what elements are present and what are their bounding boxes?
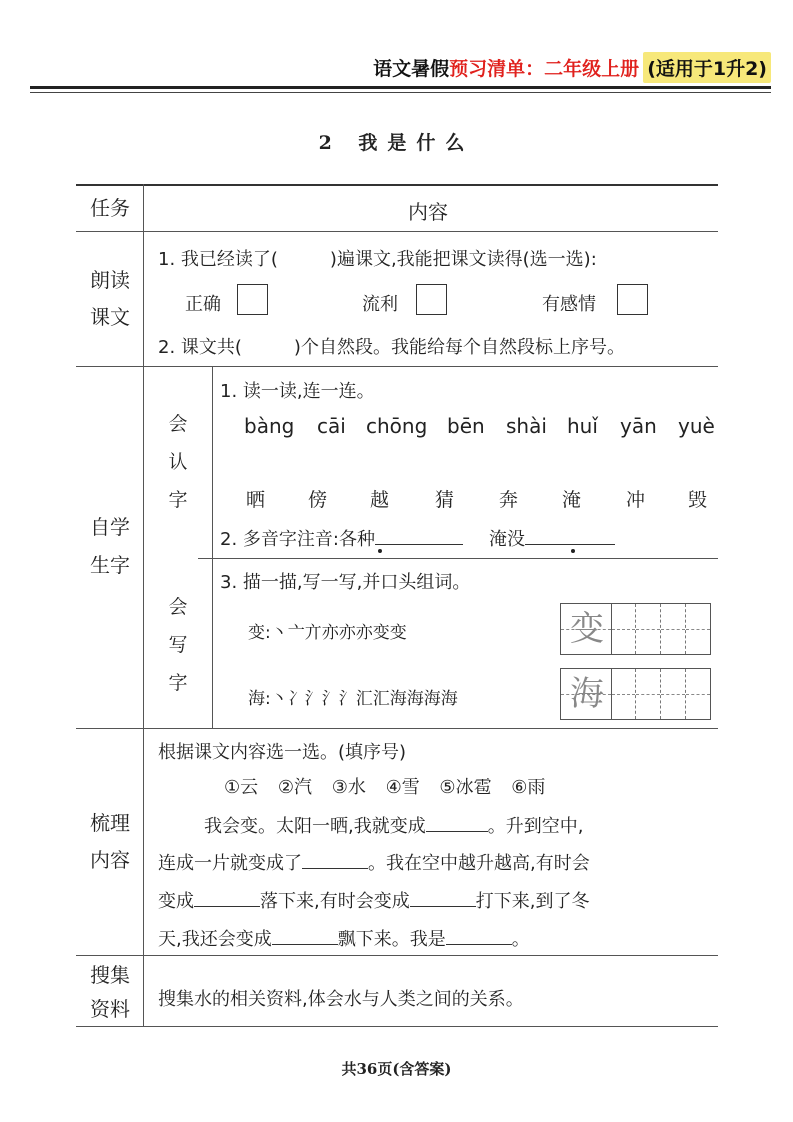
col2-header: 内容: [408, 200, 448, 224]
practice-cell[interactable]: [636, 669, 661, 719]
polyphone-prompt: 2. 多音字注音:: [220, 529, 339, 550]
selfstudy-category-2: 生字: [90, 553, 130, 577]
fill-blank-3[interactable]: [194, 906, 260, 907]
hanzi-5[interactable]: 奔: [499, 489, 519, 511]
collect-text: 搜集水的相关资料,体会水与人类之间的关系。: [158, 989, 524, 1010]
model-cell: [561, 669, 612, 719]
write-q3: 3. 描一描,写一写,并口头组词。: [220, 572, 471, 593]
summary-category-2: 内容: [90, 848, 130, 872]
summary-line-3: [158, 887, 589, 913]
row-divider: [198, 558, 718, 559]
header-rule-thin: [30, 92, 771, 93]
summary-line-2: [158, 849, 590, 875]
selfstudy-category-1: 自学: [90, 515, 130, 539]
hanzi-6[interactable]: 淹: [562, 489, 582, 511]
reading-category-2: 课文: [90, 305, 130, 329]
pinyin-7[interactable]: yān: [620, 414, 657, 438]
fill-blank-4[interactable]: [410, 906, 476, 907]
practice-cell[interactable]: [661, 604, 686, 654]
summary-text: 落下来,有时会变成: [260, 891, 410, 912]
polyphone-blank-2[interactable]: [525, 544, 615, 545]
page-footer: 共36页(含答案): [341, 1060, 452, 1078]
header-title: 预习清单：二年级上册: [449, 57, 640, 80]
practice-cell[interactable]: [612, 669, 637, 719]
lesson-title: 2 我是什么: [318, 132, 475, 154]
hanzi-2[interactable]: 傍: [308, 489, 328, 511]
col1-header: 任务: [90, 196, 130, 220]
reading-q2-text-b: )个自然段。我能给每个自然段标上序号。: [293, 337, 625, 358]
pinyin-6[interactable]: huǐ: [567, 414, 598, 438]
pinyin-1[interactable]: bàng: [244, 414, 295, 438]
summary-instruction: 根据课文内容选一选。(填序号): [158, 742, 407, 763]
recognize-q1: 1. 读一读,连一连。: [220, 381, 375, 402]
fill-blank-5[interactable]: [272, 944, 338, 945]
summary-text: 。: [511, 929, 530, 950]
collect-category-1: 搜集: [90, 963, 130, 987]
hanzi-7[interactable]: 冲: [626, 489, 646, 511]
row-divider: [76, 231, 718, 232]
summary-line-1: [204, 812, 583, 838]
option-emotion-label: 有感情: [542, 294, 596, 315]
write-label-3: 字: [168, 672, 188, 694]
recognize-label-2: 认: [168, 451, 188, 473]
emphasis-dot: [378, 549, 382, 553]
model-cell: [561, 604, 612, 654]
row-divider: [76, 728, 718, 729]
summary-text: 飘下来。我是: [337, 929, 446, 950]
summary-text: 。升到空中,: [487, 816, 584, 837]
summary-text: 。我在空中越升越高,有时会: [368, 853, 590, 874]
collect-category-2: 资料: [90, 997, 130, 1021]
polyphone-blank-1[interactable]: [375, 544, 463, 545]
recognize-label-1: 会: [168, 413, 188, 435]
summary-text: 变成: [158, 891, 194, 912]
summary-line-4: [158, 925, 530, 951]
write-label-2: 写: [168, 634, 188, 656]
fill-blank-1[interactable]: [426, 831, 488, 832]
practice-cell[interactable]: [686, 604, 711, 654]
option-emotion-checkbox[interactable]: [617, 284, 648, 315]
hanzi-8[interactable]: 毁: [688, 489, 708, 511]
polyphone-word-2: 淹没: [488, 529, 525, 550]
write-label-1: 会: [168, 596, 188, 618]
practice-cell[interactable]: [661, 669, 686, 719]
pinyin-8[interactable]: yuè: [678, 414, 715, 438]
practice-cell[interactable]: [686, 669, 711, 719]
reading-q2: [158, 333, 625, 359]
stroke-order-row-1: 变:丶亠亣亦亦亦变变: [248, 623, 407, 643]
option-correct-label: 正确: [185, 294, 221, 315]
summary-choices: ①云 ②汽 ③水 ④雪 ⑤冰雹 ⑥雨: [224, 777, 546, 798]
summary-category-1: 梳理: [90, 811, 130, 835]
reading-q1-text-a: 1. 我已经读了(: [158, 249, 278, 270]
summary-text: 打下来,到了冬: [475, 891, 590, 912]
model-char-2: 海: [570, 674, 604, 714]
option-fluent-label: 流利: [362, 294, 398, 315]
reading-q1: [158, 245, 597, 271]
row-divider: [76, 366, 718, 367]
header-grade-tag: (适用于1升2): [643, 52, 771, 83]
hanzi-1[interactable]: 晒: [246, 489, 266, 511]
col-divider: [212, 366, 213, 728]
writing-grid-2[interactable]: [560, 668, 711, 720]
fill-blank-6[interactable]: [446, 944, 512, 945]
hanzi-4[interactable]: 猜: [435, 489, 455, 511]
stroke-order-row-2: 海:丶冫氵氵氵汇汇海海海海: [248, 689, 458, 709]
hanzi-3[interactable]: 越: [370, 489, 390, 511]
row-divider: [76, 955, 718, 956]
practice-cell[interactable]: [636, 604, 661, 654]
summary-text: 连成一片就变成了: [158, 853, 302, 874]
polyphone-question: [220, 525, 615, 551]
polyphone-word-1: 各种: [338, 529, 375, 550]
practice-cell[interactable]: [612, 604, 637, 654]
emphasis-dot: [571, 549, 575, 553]
reading-q2-text-a: 2. 课文共(: [158, 337, 242, 358]
reading-q1-text-b: )遍课文,我能把课文读得(选一选):: [329, 249, 597, 270]
pinyin-2[interactable]: cāi: [317, 414, 346, 438]
table-bottom-border: [76, 1026, 718, 1027]
header-prefix: 语文暑假: [373, 57, 450, 80]
pinyin-3[interactable]: chōng: [366, 414, 428, 438]
summary-text: 天,我还会变成: [158, 929, 272, 950]
pinyin-4[interactable]: bēn: [447, 414, 485, 438]
recognize-label-3: 字: [168, 489, 188, 511]
fill-blank-2[interactable]: [302, 868, 368, 869]
reading-category-1: 朗读: [90, 268, 130, 292]
summary-text: 我会变。太阳一晒,我就变成: [204, 816, 426, 837]
writing-grid-1[interactable]: [560, 603, 711, 655]
option-correct-checkbox[interactable]: [237, 284, 268, 315]
option-fluent-checkbox[interactable]: [416, 284, 447, 315]
model-char-1: 变: [570, 609, 604, 649]
header-rule-thick: [30, 86, 771, 89]
table-top-border: [76, 184, 718, 186]
page-header: [373, 50, 771, 84]
pinyin-5[interactable]: shài: [506, 414, 547, 438]
